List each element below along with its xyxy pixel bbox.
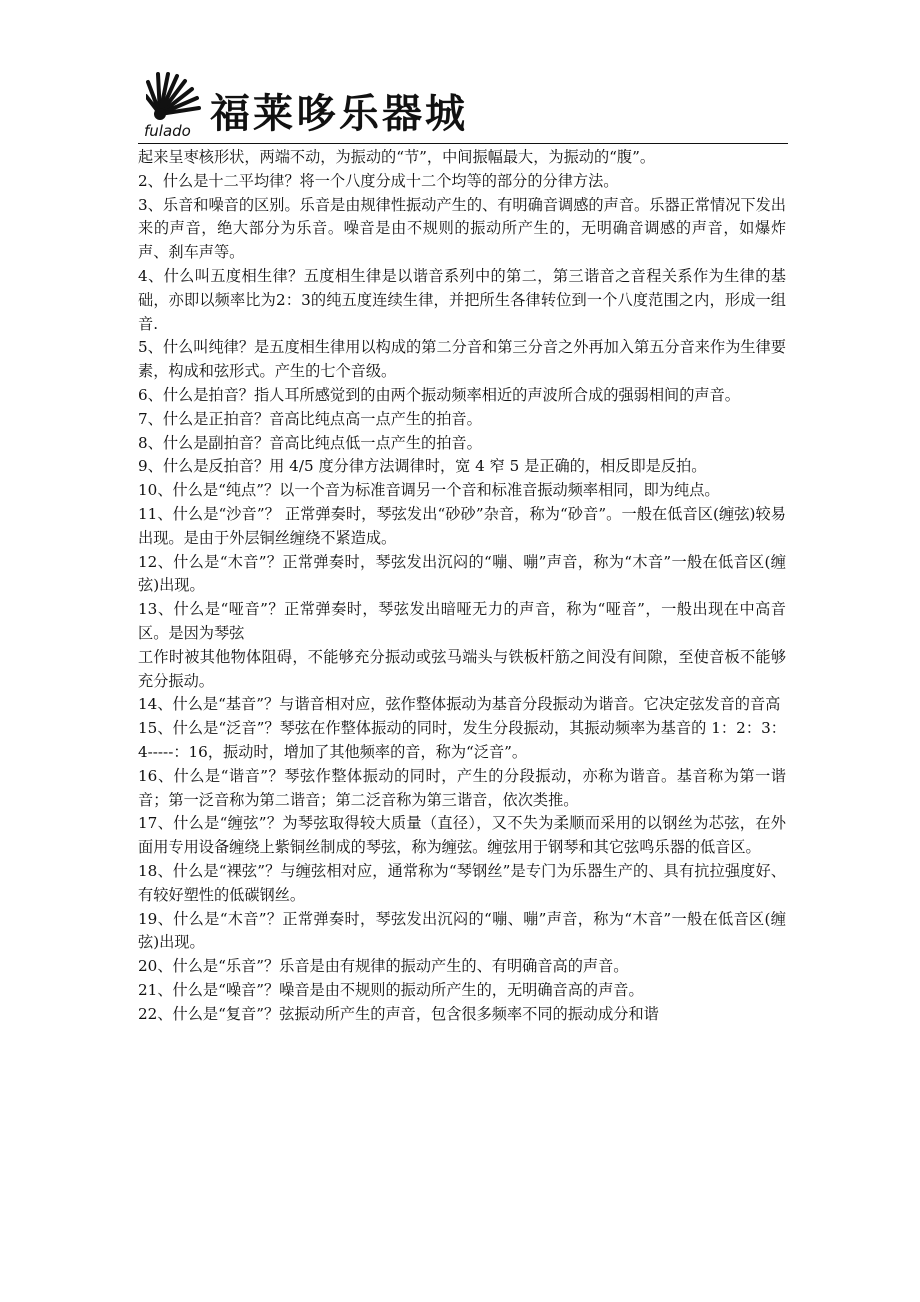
paragraph: 4、什么叫五度相生律？五度相生律是以谐音系列中的第二，第三谐音之音程关系作为生律的基础，亦即以频率比为2：3的纯五度连续生律，并把所生各律转位到一个八度范围之内，形成一组音.	[138, 266, 786, 333]
paragraph: 11、什么是“沙音”？ 正常弹奏时，琴弦发出“砂砂”杂音，称为“砂音”。一般在低音区(缠弦)较易出现。是由于外层铜丝缠绕不紧造成。	[138, 504, 786, 547]
paragraph: 9、什么是反拍音？用 4/5 度分律方法调律时，宽 4 窄 5 是正确的，相反即是反拍。	[138, 457, 707, 476]
paragraph: 17、什么是“缠弦”？为琴弦取得较大质量（直径），又不失为柔顺而采用的以钢丝为芯弦，在外面用专用设备缠绕上紫铜丝制成的琴弦，称为缠弦。缠弦用于钢琴和其它弦鸣乐器的低音区。	[138, 814, 786, 857]
paragraph: 16、什么是“谐音”？琴弦作整体振动的同时，产生的分段振动，亦称为谐音。基音称为第一谐音；第一泛音称为第二谐音；第二泛音称为第三谐音，依次类推。	[138, 766, 786, 809]
paragraph: 7、什么是正拍音？音高比纯点高一点产生的拍音。	[138, 409, 482, 428]
paragraph: 5、什么叫纯律？是五度相生律用以构成的第二分音和第三分音之外再加入第五分音来作为生律要素，构成和弦形式。产生的七个音级。	[138, 338, 786, 381]
paragraph: 3、乐音和噪音的区别。乐音是由规律性振动产生的、有明确音调感的声音。乐器正常情况下发出来的声音，绝大部分为乐音。噪音是由不规则的振动所产生的，无明确音调感的声音，如爆炸声、刹车声等。	[138, 195, 786, 262]
paragraph: 20、什么是“乐音”？乐音是由有规律的振动产生的、有明确音高的声音。	[138, 957, 629, 976]
paragraph: 10、什么是“纯点”？以一个音为标准音调另一个音和标准音振动频率相同，即为纯点。	[138, 481, 720, 500]
paragraph: 工作时被其他物体阻碍，不能够充分振动或弦马端头与铁板杆筋之间没有间隙，至使音板不能够充分振动。	[138, 647, 786, 690]
paragraph: 22、什么是“复音”？弦振动所产生的声音，包含很多频率不同的振动成分和谐	[138, 1004, 659, 1023]
paragraph: 19、什么是“木音”？正常弹奏时，琴弦发出沉闷的“嘣、嘣”声音，称为“木音”一般在低音区(缠弦)出现。	[138, 909, 786, 952]
paragraph: 12、什么是“木音”？正常弹奏时，琴弦发出沉闷的“嘣、嘣”声音，称为“木音”一般在低音区(缠弦)出现。	[138, 552, 786, 595]
paragraph: 21、什么是“噪音”？噪音是由不规则的振动所产生的，无明确音高的声音。	[138, 980, 644, 999]
paragraph: 2、什么是十二平均律？将一个八度分成十二个均等的部分的分律方法。	[138, 171, 619, 190]
fan-logo-icon	[146, 70, 202, 126]
paragraph: 13、什么是“哑音”？正常弹奏时，琴弦发出暗哑无力的声音，称为“哑音”，一般出现在中高音区。是因为琴弦	[138, 600, 786, 642]
paragraph: 6、什么是拍音？指人耳所感觉到的由两个振动频率相近的声波所合成的强弱相间的声音。	[138, 385, 740, 404]
paragraph: 14、什么是“基音”？与谐音相对应，弦作整体振动为基音分段振动为谐音。它决定弦发音的音高	[138, 695, 781, 714]
document-body	[138, 146, 786, 1026]
brand-name: 福莱哆乐器城	[210, 90, 468, 137]
page-header	[138, 62, 788, 144]
paragraph: 18、什么是“裸弦”？与缠弦相对应，通常称为“琴钢丝”是专门为乐器生产的、具有抗拉强度好、有较好塑性的低碳钢丝。	[138, 861, 786, 904]
paragraph: 8、什么是副拍音？音高比纯点低一点产生的拍音。	[138, 433, 482, 452]
paragraph: 15、什么是“泛音”？琴弦在作整体振动的同时，发生分段振动，其振动频率为基音的 1：2：3：4-----：16，振动时，增加了其他频率的音，称为“泛音”。	[138, 719, 786, 761]
header-rule	[138, 143, 788, 144]
paragraph: 起来呈枣核形状，两端不动，为振动的“节”，中间振幅最大，为振动的“腹”。	[138, 148, 656, 166]
brand-latin: fulado	[144, 122, 191, 140]
